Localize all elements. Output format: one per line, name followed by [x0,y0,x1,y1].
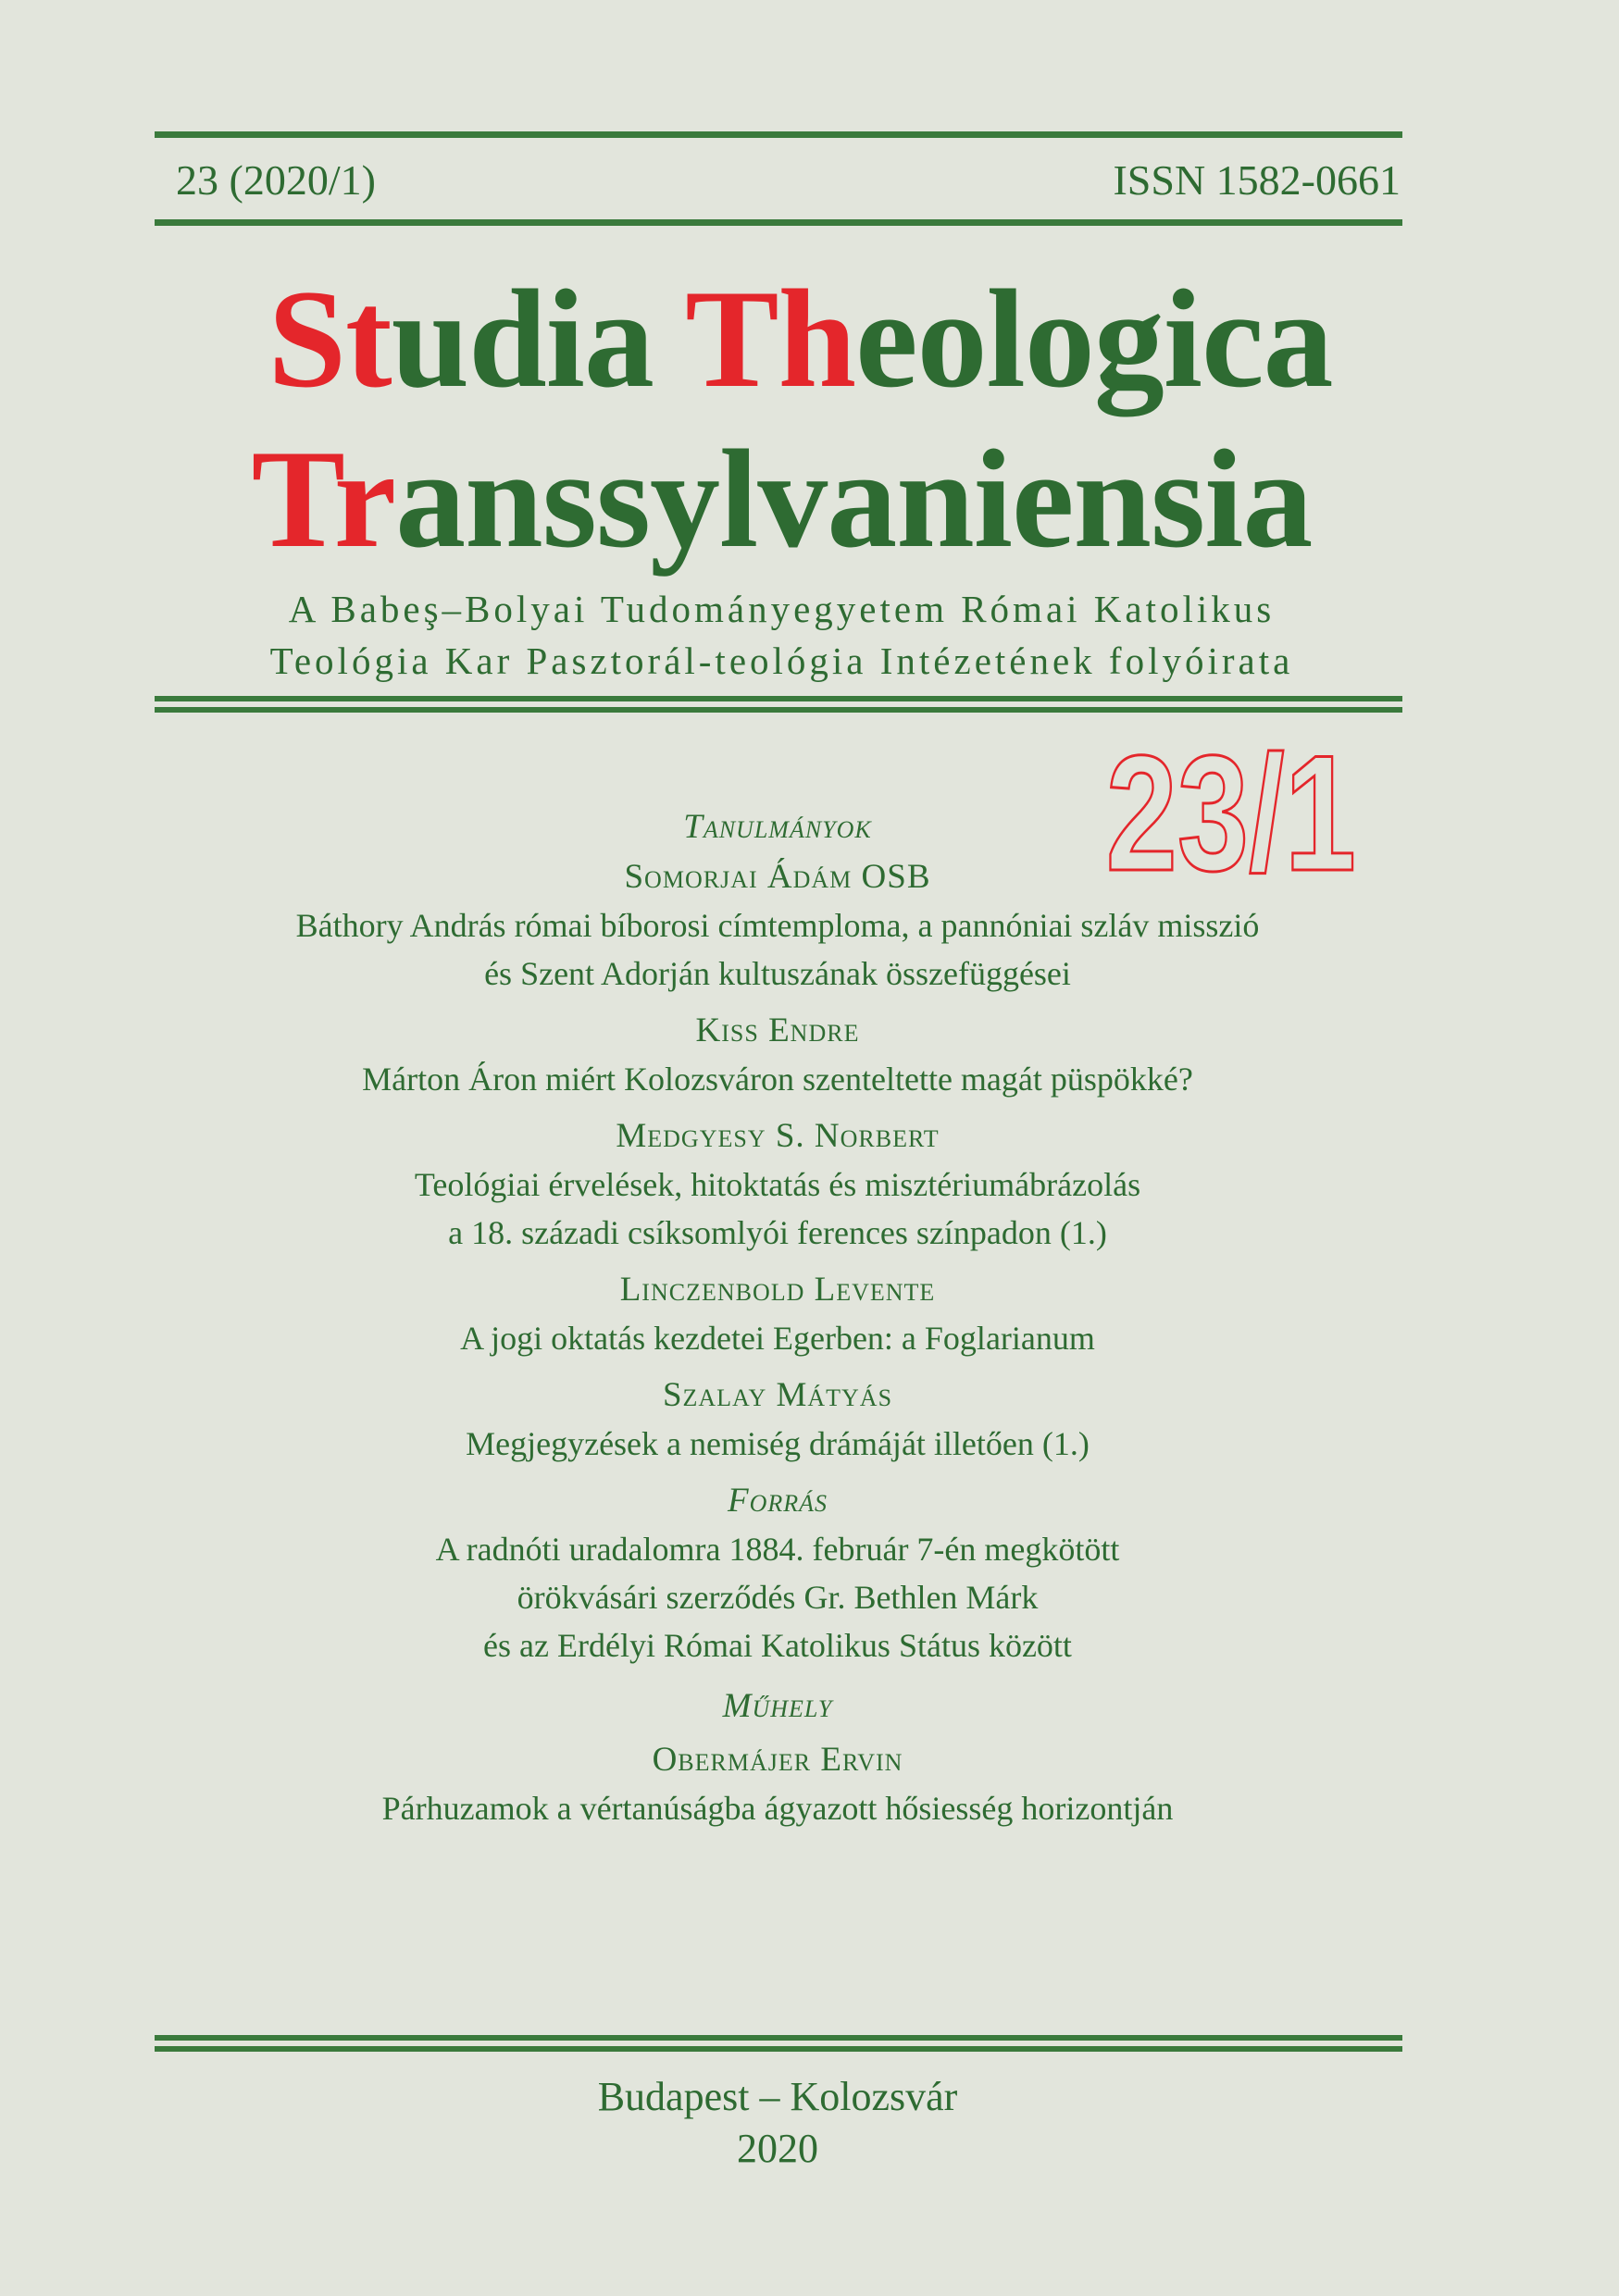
toc-author: Kiss Endre [695,1011,860,1049]
title-th: Th [685,261,856,416]
subtitle-rule-top [155,696,1402,701]
section-forras: Forrás [727,1482,828,1520]
title-eologica: eologica [855,261,1333,416]
toc-author: Obermájer Ervin [652,1741,903,1779]
footer-rule-bottom [155,2046,1402,2052]
toc-author: Szalay Mátyás [662,1376,893,1414]
toc-title: Megjegyzések a nemiség drámáját illetően (1.) [466,1425,1090,1462]
toc-title: A jogi oktatás kezdetei Egerben: a Foglarianum [460,1320,1095,1357]
header-line [176,155,1401,211]
toc-author: Linczenbold Levente [619,1271,936,1309]
issn-label: ISSN 1582-0661 [1113,156,1401,204]
toc-title: és Szent Adorján kultuszának összefüggései [484,955,1071,992]
title-udia: udia [391,261,686,416]
title-tr: Tr [251,421,396,577]
section-tanulmanyok: Tanulmányok [683,808,872,846]
footer-year: 2020 [737,2126,818,2171]
header-rule [155,219,1402,226]
issue-number-text: 23/1 [1105,726,1356,893]
subtitle-rule-bottom [155,707,1402,713]
toc-title: A radnóti uradalomra 1884. február 7-én megkötött [435,1531,1120,1568]
issue-label: 23 (2020/1) [176,156,376,204]
journal-subtitle [0,583,1591,687]
footer [0,2071,1555,2175]
journal-title-line-2 [0,421,1591,577]
journal-title-line-1 [0,261,1610,416]
toc-title: örökvásári szerződés Gr. Bethlen Márk [517,1579,1039,1616]
toc-author: Medgyesy S. Norbert [616,1117,940,1155]
toc-title: és az Erdélyi Római Katolikus Státus között [483,1627,1072,1664]
subtitle-line-1: A Babeş–Bolyai Tudományegyetem Római Katolikus [288,588,1276,630]
footer-rule-top [155,2035,1402,2041]
footer-place: Budapest – Kolozsvár [597,2074,958,2119]
table-of-contents [0,803,1555,1832]
toc-title: Báthory András római bíborosi címtemploma, a pannóniai szláv misszió [295,907,1260,944]
toc-author: Somorjai Ádám OSB [624,858,931,896]
toc-title: a 18. századi csíksomlyói ferences színpadon (1.) [448,1214,1107,1251]
section-muhely: Műhely [722,1687,833,1725]
title-st: St [268,261,392,416]
top-rule [155,131,1402,138]
toc-title: Párhuzamok a vértanúságba ágyazott hősiesség horizontján [381,1790,1174,1827]
toc-title: Márton Áron miért Kolozsváron szenteltette magát püspökké? [362,1061,1193,1098]
subtitle-line-2: Teológia Kar Pasztorál-teológia Intézetének folyóirata [269,639,1294,682]
toc-title: Teológiai érvelések, hitoktatás és misztériumábrázolás [414,1166,1141,1203]
title-anssylvaniensia: anssylvaniensia [395,421,1313,577]
